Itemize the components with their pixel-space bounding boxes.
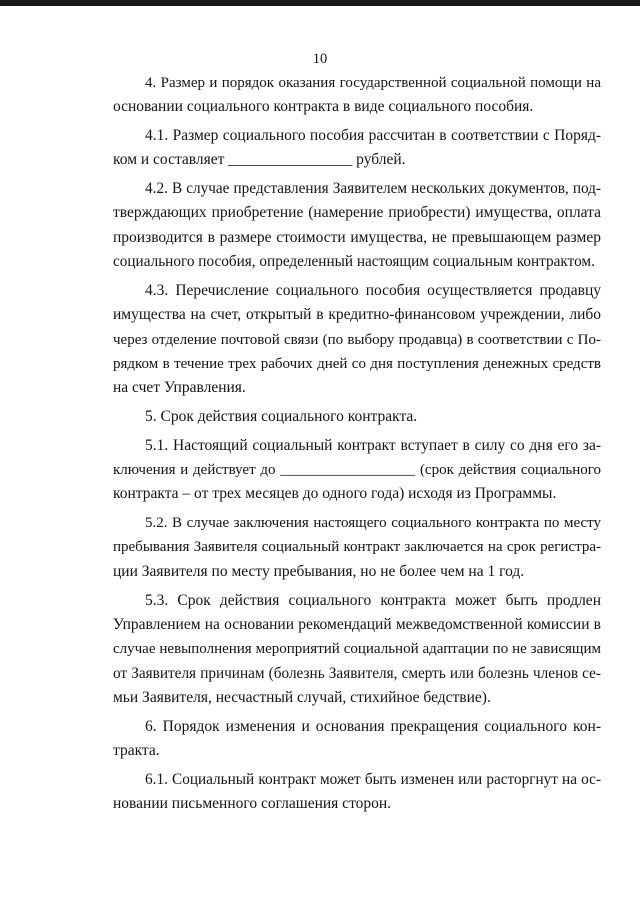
paragraph-p4-2-line-1: 4.2. В случае представления Заявителем нескольких документов, под- — [145, 180, 601, 197]
paragraph-p4-2-line-4: социального пособия, определенный настоящим социальным контрактом. — [113, 253, 595, 270]
paragraph-p4-1-line-2: ком и составляет ________________ рублей. — [113, 151, 406, 168]
paragraph-p6-line-1: 6. Порядок изменения и основания прекращения социального кон- — [145, 718, 601, 735]
paragraph-p4-3-line-2: имущества на счет, открытый в кредитно-финансовом учреждении, либо — [113, 306, 601, 323]
paragraph-p4-3-line-4: рядком в течение трех рабочих дней со дня поступления денежных средств — [113, 356, 601, 372]
paragraph-p5-2-line-1: 5.2. В случае заключения настоящего социального контракта по месту — [145, 515, 601, 531]
paragraph-p4-3-line-5: на счет Управления. — [113, 379, 246, 396]
paragraph-p5-3-line-3: случае невыполнения мероприятий социальной адаптации по не зависящим — [113, 641, 601, 657]
paragraph-p6-1-line-2: новании письменного соглашения сторон. — [113, 795, 392, 812]
paragraph-p5-2-line-3: ции Заявителя по месту пребывания, но не более чем на 1 год. — [113, 563, 525, 580]
paragraph-p6-1-line-1: 6.1. Социальный контракт может быть изменен или расторгнут на ос- — [145, 771, 601, 788]
paragraph-p5-3-line-2: Управлением на основании рекомендаций межведомственной комиссии в — [113, 616, 601, 633]
paragraph-p4-1-line-1: 4.1. Размер социального пособия рассчитан в соответствии с Поряд- — [145, 127, 601, 144]
paragraph-p6-line-2: тракта. — [113, 742, 160, 759]
paragraph-p5-2-line-2: пребывания Заявителя социальный контракт заключается на срок регистра- — [113, 539, 601, 555]
paragraph-p5-line-1: 5. Срок действия социального контракта. — [145, 408, 418, 425]
paragraph-p4-3-line-3: через отделение почтовой связи (по выбору продавца) в соответствии с По- — [113, 332, 601, 348]
paragraph-p5-1-line-3: контракта – от трех месяцев до одного года) исходя из Программы. — [113, 485, 557, 502]
scan-top-edge — [0, 0, 640, 6]
page-number: 10 — [312, 51, 328, 67]
paragraph-p5-1-line-2: ключения и действует до __________________ (срок действия социального — [113, 462, 601, 478]
paragraph-p5-3-line-1: 5.3. Срок действия социального контракта может быть продлен — [145, 592, 601, 609]
paragraph-p4-line-2: основании социального контракта в виде социального пособия. — [113, 98, 534, 115]
paragraph-p5-1-line-1: 5.1. Настоящий социальный контракт вступает в силу со дня его за- — [145, 437, 601, 454]
paragraph-p4-2-line-2: тверждающих приобретение (намерение приобрести) имущества, оплата — [113, 204, 601, 221]
paragraph-p5-3-line-5: мьи Заявителя, несчастный случай, стихийное бедствие). — [113, 689, 491, 706]
paragraph-p5-3-line-4: от Заявителя причинам (болезнь Заявителя, смерть или болезнь членов се- — [113, 665, 601, 682]
paragraph-p4-2-line-3: производится в размере стоимости имущества, не превышающем размер — [113, 229, 601, 246]
paragraph-p4-3-line-1: 4.3. Перечисление социального пособия осуществляется продавцу — [145, 282, 601, 299]
paragraph-p4-line-1: 4. Размер и порядок оказания государственной социальной помощи на — [145, 75, 601, 91]
